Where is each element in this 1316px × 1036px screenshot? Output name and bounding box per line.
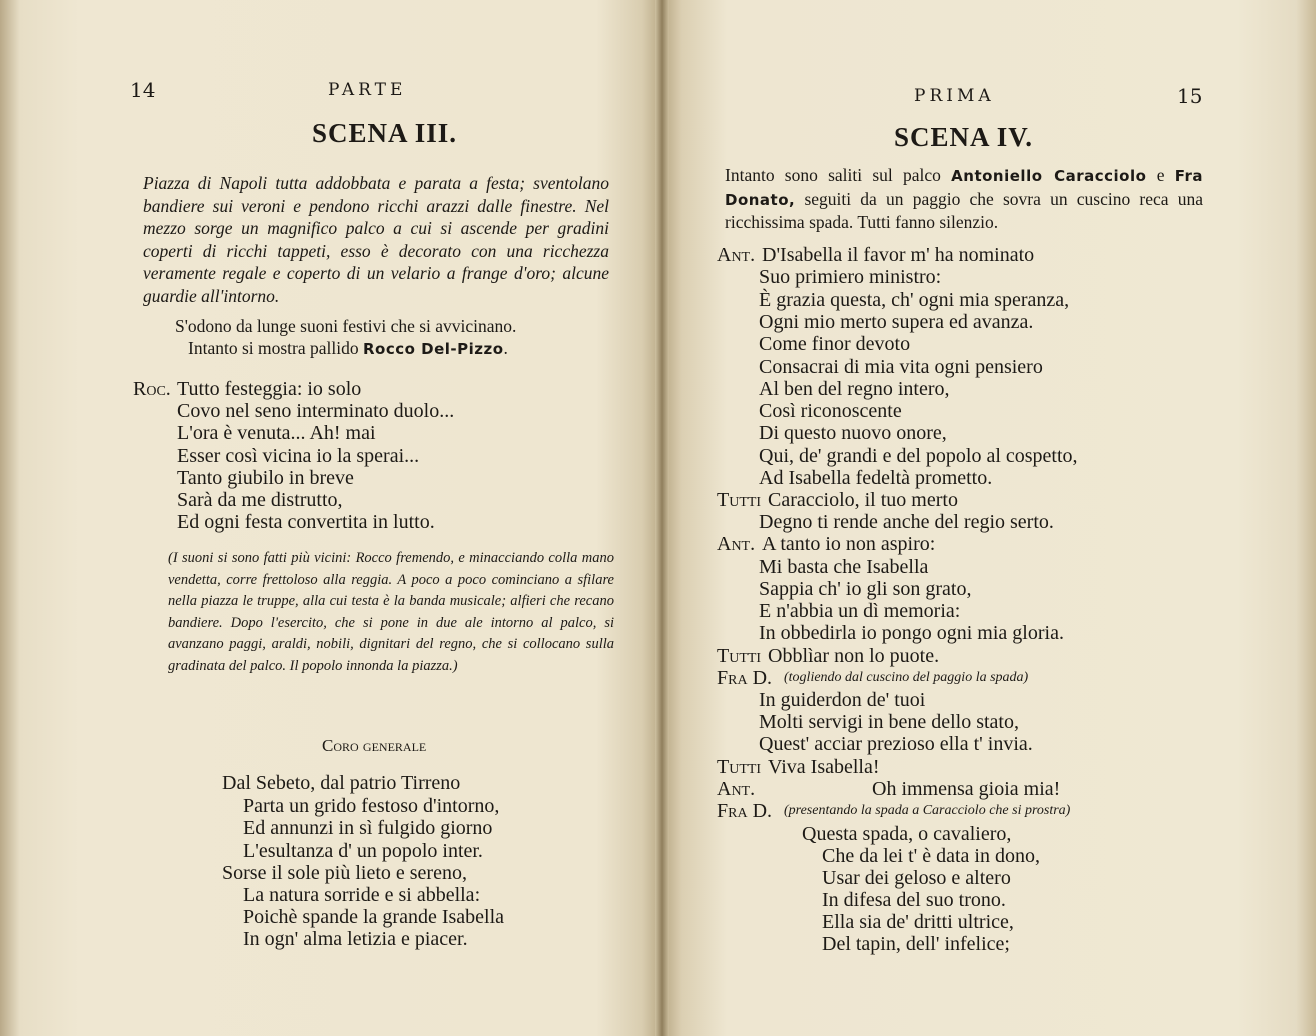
verse-line: Viva Isabella! xyxy=(768,756,880,778)
verse-line: Qui, de' grandi e del popolo al cospetto, xyxy=(759,445,1078,467)
verse-line: In guiderdon de' tuoi xyxy=(759,689,926,711)
note-text: Intanto si mostra pallido xyxy=(188,338,359,358)
verse-line: Sappia ch' io gli son grato, xyxy=(759,578,972,600)
verse-line: Come finor devoto xyxy=(759,333,911,355)
book-gutter xyxy=(655,0,669,1036)
verse-line: Ad Isabella fedeltà prometto. xyxy=(759,467,993,489)
verse-line: Suo primiero ministro: xyxy=(759,266,942,288)
speaker-label: Ant. xyxy=(717,533,756,555)
verse-line: L'esultanza d' un popolo inter. xyxy=(243,840,483,862)
verse-line: Ogni mio merto supera ed avanza. xyxy=(759,311,1034,333)
scene-description: Piazza di Napoli tutta addobbata e parata a festa; sventolano bandiere sui veroni e pendono ricchi arazzi dalle finestre. Nel mezzo sorge un magnifico palco a cui si ascende per gradini coperti di ricchi tappeti, esso è decorato con una ricchezza veramente regale e coperto di un velario a frange d'oro; alcune guardie all'intorno. xyxy=(143,173,609,306)
speaker-label: Tutti xyxy=(717,756,762,778)
speaker-label: Roc. xyxy=(133,378,171,400)
intro-text: e xyxy=(1156,165,1165,185)
intro-text: seguiti da un paggio che sovra un cuscino reca una ricchissima spada. Tutti fanno silenzio. xyxy=(725,188,1204,232)
speaker-label: Ant. xyxy=(717,244,756,266)
verse-line: Ella sia de' dritti ultrice, xyxy=(822,911,1014,933)
character-name: Fra Donato, xyxy=(725,167,1204,209)
verse-line: Ed ogni festa convertita in lutto. xyxy=(177,511,435,533)
scene-title: SCENA III. xyxy=(312,118,458,148)
verse-line: Consacrai di mia vita ogni pensiero xyxy=(759,356,1043,378)
verse-line: In ogn' alma letizia e piacer. xyxy=(243,928,468,950)
verse-line: Caracciolo, il tuo merto xyxy=(768,489,958,511)
stage-direction: (togliendo dal cuscino del paggio la spada) xyxy=(784,670,1029,685)
verse-line: Quest' acciar prezioso ella t' invia. xyxy=(759,733,1033,755)
scene-title: SCENA IV. xyxy=(894,122,1034,152)
verse-line: Molti servigi in bene dello stato, xyxy=(759,711,1019,733)
verse-line: Al ben del regno intero, xyxy=(759,378,950,400)
verse-line: Sorse il sole più lieto e sereno, xyxy=(222,862,467,884)
verse-line: Tutto festeggia: io solo xyxy=(177,378,362,400)
verse-line: In obbedirla io pongo ogni mia gloria. xyxy=(759,622,1064,644)
verse-line: Dal Sebeto, dal patrio Tirreno xyxy=(222,772,461,794)
running-head: PARTE xyxy=(328,80,407,100)
verse-line: In difesa del suo trono. xyxy=(822,889,1006,911)
character-name: Antoniello Caracciolo xyxy=(951,167,1147,185)
verse-line: A tanto io non aspiro: xyxy=(762,533,936,555)
verse-line: La natura sorride e si abbella: xyxy=(243,884,481,906)
verse-line: L'ora è venuta... Ah! mai xyxy=(177,422,376,444)
verse-line: Di questo nuovo onore, xyxy=(759,422,947,444)
character-name: Rocco Del-Pizzo xyxy=(362,340,504,358)
page-number: 14 xyxy=(130,78,156,102)
verse-line: Sarà da me distrutto, xyxy=(177,489,343,511)
verse-line: Oh immensa gioia mia! xyxy=(872,778,1061,800)
verse-line: Poichè spande la grande Isabella xyxy=(243,906,505,928)
speaker-label: Fra D. xyxy=(717,800,773,822)
verse-line: Del tapin, dell' infelice; xyxy=(822,933,1010,955)
verse-line: E n'abbia un dì memoria: xyxy=(759,600,961,622)
verse-line: D'Isabella il favor m' ha nominato xyxy=(762,244,1035,266)
speaker-label: Ant. xyxy=(717,778,756,800)
verse-line: Ed annunzi in sì fulgido giorno xyxy=(243,817,493,839)
page-number: 15 xyxy=(1177,84,1203,108)
scene-description xyxy=(725,164,1203,234)
note-text: . xyxy=(503,338,508,358)
chorus-heading: Coro generale xyxy=(322,736,427,755)
verse-line: Che da lei t' è data in dono, xyxy=(822,845,1040,867)
verse-line: Esser così vicina io la sperai... xyxy=(177,445,420,467)
intro-text: Intanto sono saliti sul palco xyxy=(725,165,941,185)
verse-line: Mi basta che Isabella xyxy=(759,556,929,578)
verse-line: Obblìar non lo puote. xyxy=(768,645,940,667)
speaker-label: Tutti xyxy=(717,489,762,511)
verse-line: Così riconoscente xyxy=(759,400,902,422)
speaker-label: Fra D. xyxy=(717,667,773,689)
verse-line: Parta un grido festoso d'intorno, xyxy=(243,795,500,817)
verse-line: È grazia questa, ch' ogni mia speranza, xyxy=(759,289,1070,311)
right-page xyxy=(662,0,1316,1036)
speaker-label: Tutti xyxy=(717,645,762,667)
stage-note: S'odono da lunge suoni festivi che si avvicinano. xyxy=(175,316,517,336)
verse-line: Usar dei geloso e altero xyxy=(822,867,1011,889)
stage-direction: (presentando la spada a Caracciolo che si prostra) xyxy=(784,803,1071,818)
verse-line: Tanto giubilo in breve xyxy=(177,467,354,489)
verse-line: Questa spada, o cavaliero, xyxy=(802,823,1012,845)
verse-line: Covo nel seno interminato duolo... xyxy=(177,400,455,422)
stage-note xyxy=(188,337,508,361)
verse-line: Degno ti rende anche del regio serto. xyxy=(759,511,1054,533)
running-head: PRIMA xyxy=(914,86,995,106)
stage-direction: (I suoni si sono fatti più vicini: Rocco fremendo, e minacciando colla mano vendetta, corre frettoloso alla reggia. A poco a poco cominciano a sfilare nella piazza le truppe, alla cui testa è la banda musicale; alfieri che recano bandiere. Dopo l'esercito, che si pone in due ale intorno al palco, si avanzano paggi, araldi, nobili, dignitari del regno, che si collocano sulla gradinata del palco. Il popolo innonda la piazza.) xyxy=(168,550,614,674)
